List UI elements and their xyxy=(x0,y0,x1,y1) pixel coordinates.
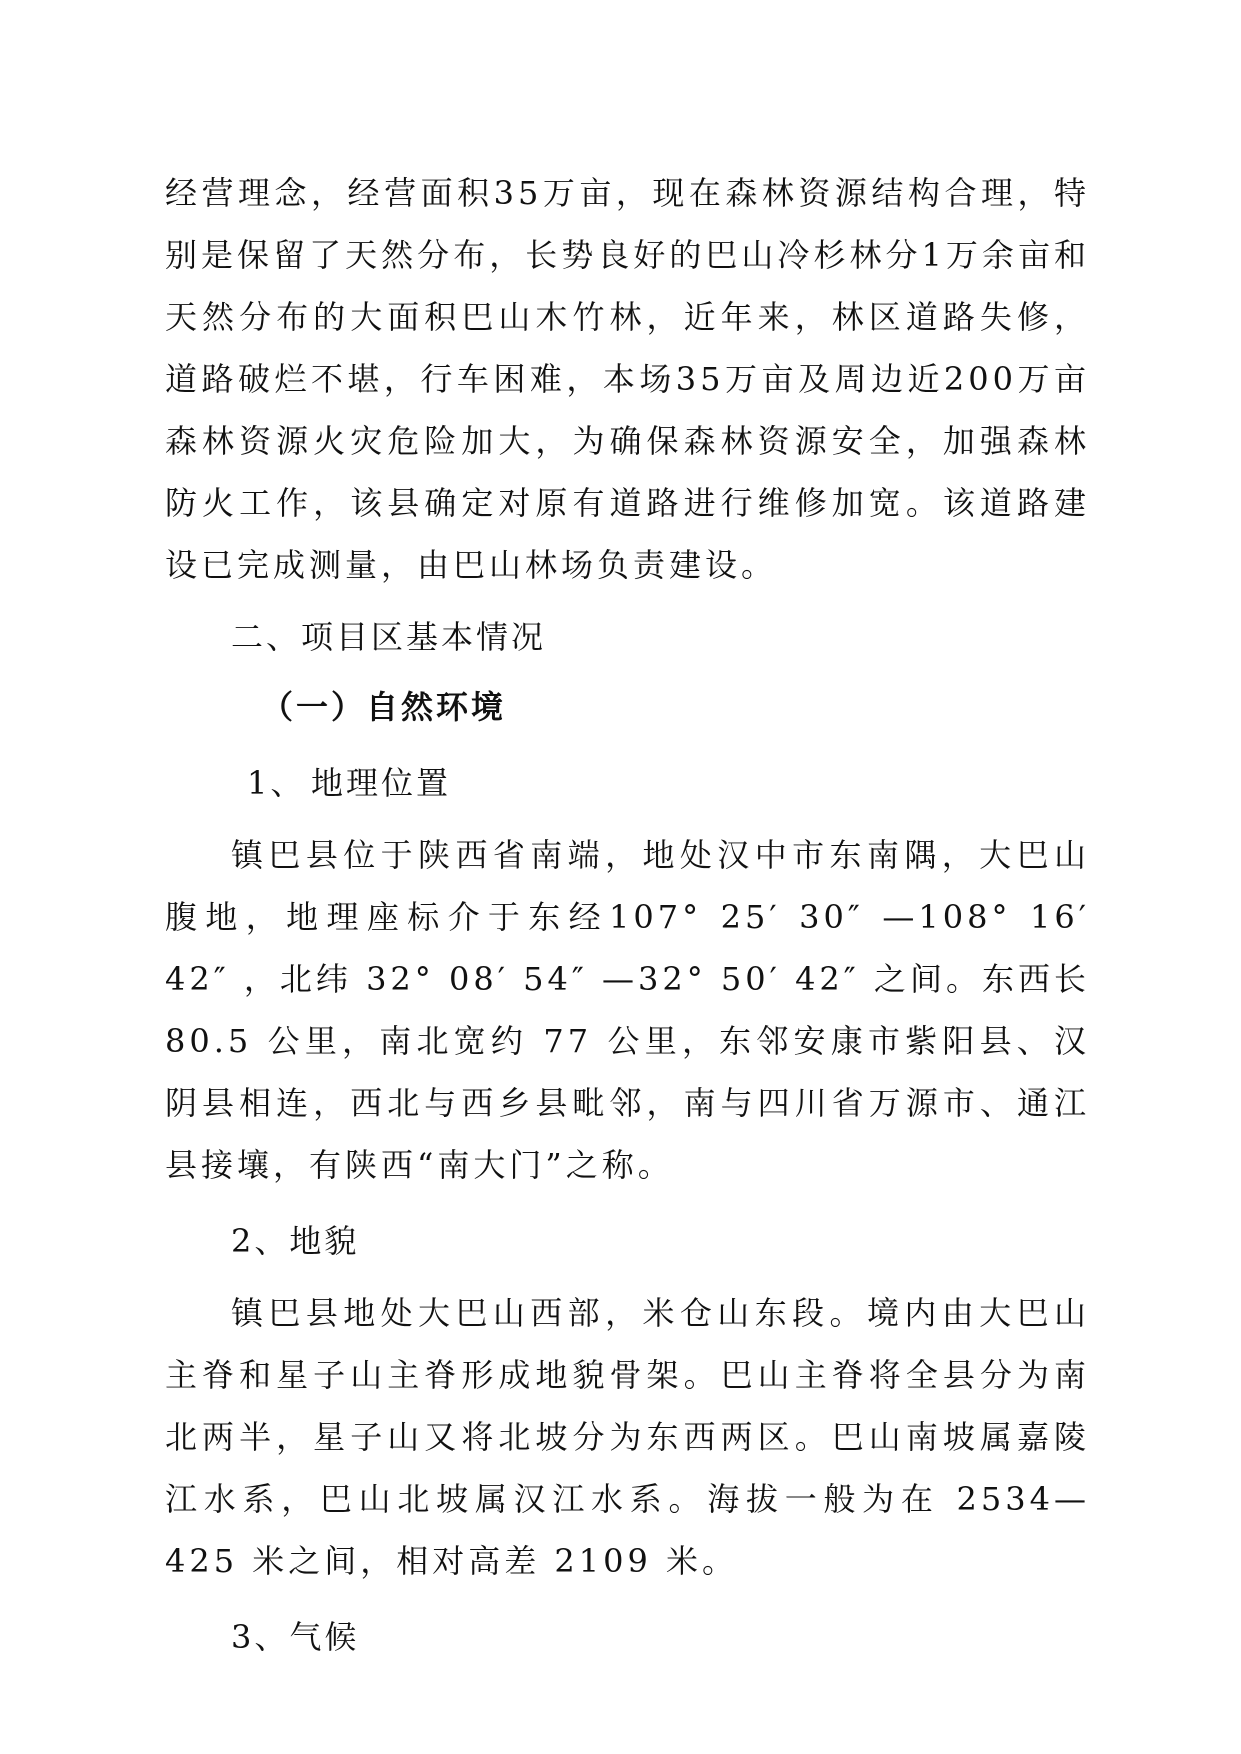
section-heading: 二、项目区基本情况 xyxy=(231,618,547,656)
location-paragraph: 镇巴县位于陕西省南端，地处汉中市东南隅，大巴山腹地，地理座标介于东经107° 25′ 30″ —108° 16′ 42″ ，北纬 32° 08′ 54″ —32° 50′ 42″ 之间。东西长 80.5 公里，南北宽约 77 公里，东邻安康市紫阳县、汉阴县相连，西北与西乡县毗邻，南与四川省万源市、通江县接壤，有陕西“南大门”之称。 xyxy=(165,836,1090,1184)
item-title: 地貌 xyxy=(289,1222,360,1260)
item-number: 2、 xyxy=(231,1222,290,1260)
item-heading-climate xyxy=(165,1606,1090,1668)
item-number: 3、 xyxy=(231,1618,290,1656)
landform-paragraph: 镇巴县地处大巴山西部，米仓山东段。境内由大巴山主脊和星子山主脊形成地貌骨架。巴山主脊将全县分为南北两半，星子山又将北坡分为东西两区。巴山南坡属嘉陵江水系，巴山北坡属汉江水系。海拔一般为在 2534—425 米之间，相对高差 2109 米。 xyxy=(165,1294,1090,1580)
item-number: 1、 xyxy=(247,764,306,802)
intro-paragraph: 经营理念，经营面积35万亩，现在森林资源结构合理，特别是保留了天然分布，长势良好的巴山冷杉林分1万余亩和天然分布的大面积巴山木竹林，近年来，林区道路失修，道路破烂不堪，行车困难，本场35万亩及周边近200万亩森林资源火灾危险加大，为确保森林资源安全，加强森林防火工作，该县确定对原有道路进行维修加宽。该道路建设已完成测量，由巴山林场负责建设。 xyxy=(165,174,1090,584)
item-title: 气候 xyxy=(289,1618,360,1656)
document-page xyxy=(165,162,1090,1668)
item-heading-landform xyxy=(165,1210,1090,1272)
item-title: 地理位置 xyxy=(311,764,452,802)
subsection-heading: （一）自然环境 xyxy=(261,688,507,726)
item-heading-location xyxy=(165,752,1090,814)
